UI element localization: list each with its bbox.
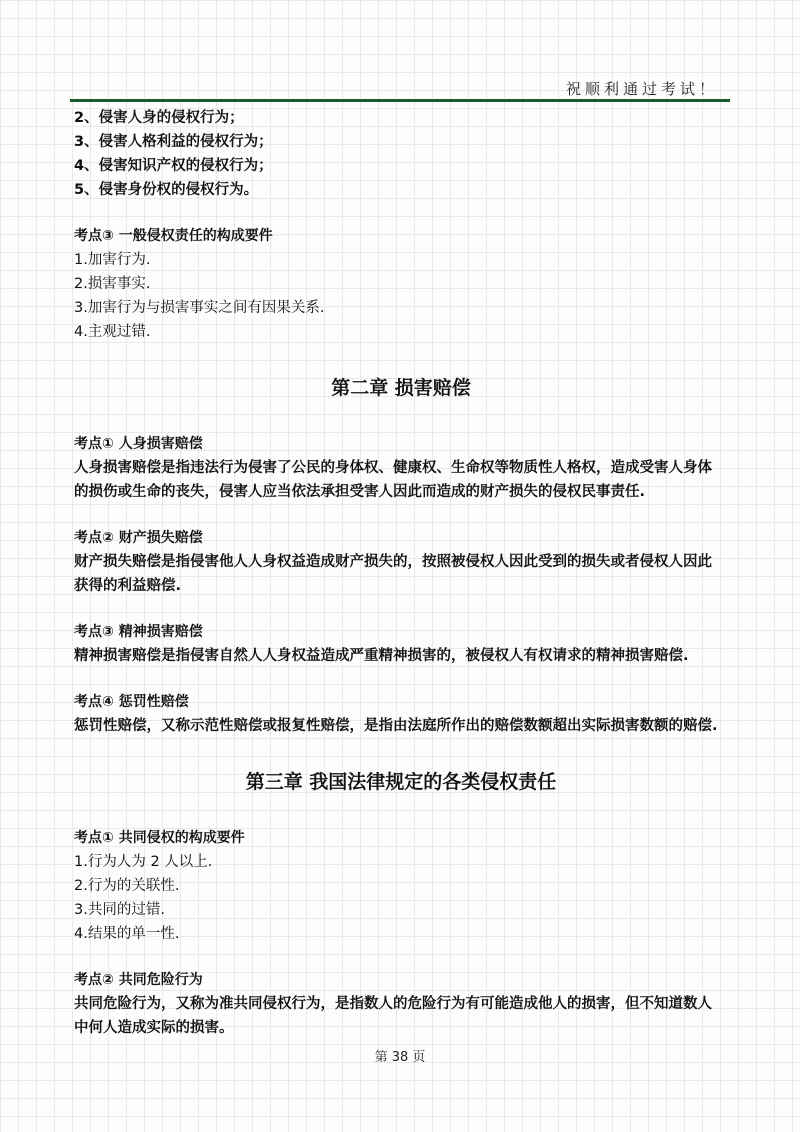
section-heading: 考点④ 惩罚性赔偿 (74, 694, 189, 710)
paragraph-line: 共同危险行为，又称为准共同侵权行为，是指数人的危险行为有可能造成他人的损害，但不知道数人 (74, 996, 712, 1012)
paragraph-line: 财产损失赔偿是指侵害他人人身权益造成财产损失的，按照被侵权人因此受到的损失或者侵权人因此 (74, 554, 712, 570)
header-text: 祝顺利通过考试！ (565, 80, 718, 98)
list-item: 1.加害行为. (74, 252, 151, 268)
chapter-title: 第三章 我国法律规定的各类侵权责任 (245, 771, 557, 793)
paragraph-line: 获得的利益赔偿. (74, 578, 182, 594)
paragraph-line: 惩罚性赔偿，又称示范性赔偿或报复性赔偿，是指由法庭所作出的赔偿数额超出实际损害数额的赔偿. (74, 718, 718, 734)
section-heading: 考点① 共同侵权的构成要件 (74, 830, 245, 846)
chapter-title: 第二章 损害赔偿 (331, 377, 471, 399)
list-item: 4.主观过错. (74, 324, 151, 340)
list-item: 3.共同的过错. (74, 902, 165, 918)
list-item: 2.损害事实. (74, 276, 151, 292)
section-heading: 考点② 财产损失赔偿 (74, 530, 203, 546)
paragraph-line: 精神损害赔偿是指侵害自然人人身权益造成严重精神损害的，被侵权人有权请求的精神损害赔偿. (74, 648, 689, 664)
list-item: 2.行为的关联性. (74, 878, 180, 894)
list-item: 4.结果的单一性. (74, 926, 180, 942)
list-item: 4、侵害知识产权的侵权行为； (74, 158, 273, 174)
list-item: 3.加害行为与损害事实之间有因果关系. (74, 300, 325, 316)
section-heading: 考点① 人身损害赔偿 (74, 436, 203, 452)
section-heading: 考点② 共同危险行为 (74, 972, 203, 988)
list-item: 1.行为人为 2 人以上. (74, 854, 213, 870)
page-number: 第 38 页 (374, 1050, 426, 1065)
section-heading: 考点③ 一般侵权责任的构成要件 (74, 228, 273, 244)
page-header (70, 76, 730, 102)
list-item: 2、侵害人身的侵权行为； (74, 110, 244, 126)
list-item: 5、侵害身份权的侵权行为。 (74, 182, 259, 198)
section-heading: 考点③ 精神损害赔偿 (74, 624, 203, 640)
paragraph-line: 中何人造成实际的损害。 (74, 1020, 234, 1036)
paragraph-line: 人身损害赔偿是指违法行为侵害了公民的身体权、健康权、生命权等物质性人格权，造成受害人身体 (74, 460, 712, 476)
list-item: 3、侵害人格利益的侵权行为； (74, 134, 273, 150)
paragraph-line: 的损伤或生命的丧失，侵害人应当依法承担受害人因此而造成的财产损失的侵权民事责任. (74, 484, 646, 500)
document-body (74, 106, 734, 1040)
